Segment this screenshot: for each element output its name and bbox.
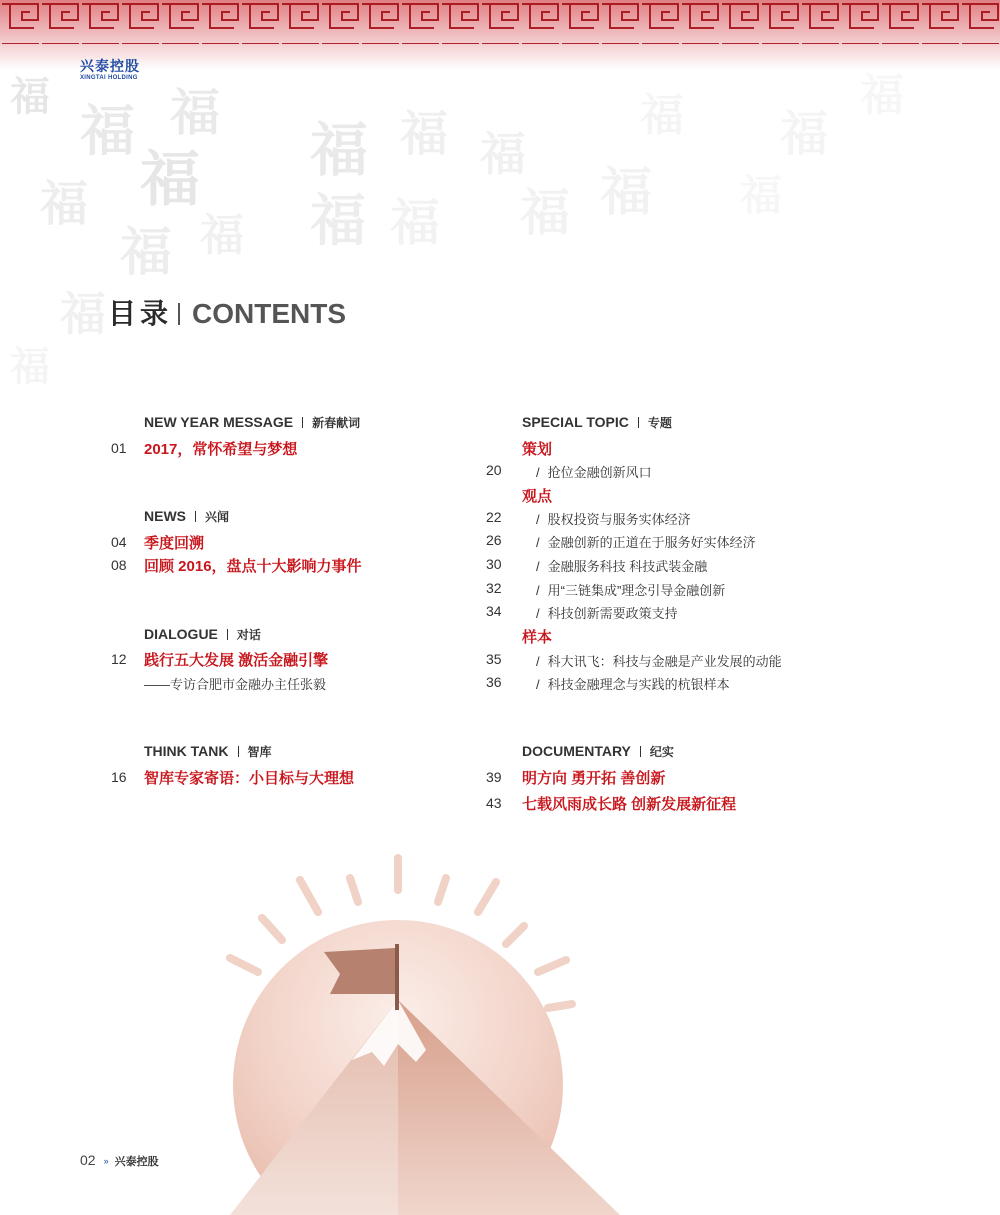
entry-title[interactable]: 季度回溯	[144, 535, 205, 552]
entry-page-number: 16	[111, 769, 127, 785]
svg-text:福: 福	[60, 287, 106, 341]
svg-text:福: 福	[400, 106, 449, 162]
brand-logo	[80, 58, 150, 82]
page-title-en: CONTENTS	[192, 298, 347, 329]
section-cn: 兴闻	[205, 510, 230, 524]
topic-item[interactable]	[536, 462, 652, 481]
topic-item[interactable]	[536, 603, 678, 622]
slash-mark: /	[536, 654, 540, 669]
section-header-dialogue	[144, 626, 261, 643]
topic-item[interactable]	[536, 674, 730, 693]
section-cn: 智库	[247, 745, 272, 759]
svg-text:福: 福	[310, 188, 366, 254]
section-divider	[238, 746, 239, 757]
topic-item-text: 用“三链集成”理念引导金融创新	[547, 583, 726, 598]
entry-page-number: 01	[111, 440, 127, 456]
svg-text:福: 福	[480, 127, 526, 181]
logo-en: XINGTAI HOLDING	[80, 75, 138, 81]
entry-page-number: 32	[486, 580, 502, 596]
svg-text:福: 福	[40, 176, 89, 232]
section-en: DIALOGUE	[144, 626, 218, 642]
entry-page-number: 34	[486, 603, 502, 619]
section-divider	[302, 417, 303, 428]
svg-text:福: 福	[10, 343, 50, 390]
section-divider	[638, 417, 639, 428]
section-header-new-year	[144, 414, 360, 431]
entry-subtitle: ——专访合肥市金融办主任张毅	[144, 677, 327, 692]
slash-mark: /	[536, 583, 540, 598]
entry-page-number: 43	[486, 795, 502, 811]
topic-item-text: 金融服务科技 科技武装金融	[547, 559, 708, 574]
page-title	[108, 292, 346, 332]
topic-item-text: 股权投资与服务实体经济	[547, 512, 691, 527]
topic-item[interactable]	[536, 580, 725, 599]
section-en: THINK TANK	[144, 743, 229, 759]
section-cn: 新春献词	[312, 416, 361, 430]
svg-text:福: 福	[170, 83, 220, 142]
svg-text:福: 福	[520, 183, 570, 242]
topic-item[interactable]	[536, 509, 691, 528]
section-header-news	[144, 508, 229, 525]
topic-item[interactable]	[536, 556, 707, 575]
entry-page-number: 12	[111, 651, 127, 667]
entry-title[interactable]: 七载风雨成长路 创新发展新征程	[522, 796, 737, 813]
section-header-special-topic	[522, 414, 672, 431]
entry-title[interactable]: 践行五大发展 激活金融引擎	[144, 652, 329, 669]
svg-text:福: 福	[740, 171, 783, 220]
svg-text:福: 福	[310, 116, 369, 184]
topic-item-text: 金融创新的正道在于服务好实体经济	[547, 535, 756, 550]
title-divider	[178, 303, 180, 325]
entry-title[interactable]: 智库专家寄语：小目标与大理想	[144, 770, 355, 787]
entry-page-number: 30	[486, 556, 502, 572]
slash-mark: /	[536, 606, 540, 621]
entry-page-number: 04	[111, 534, 127, 550]
logo-cn: 兴泰控股	[80, 58, 140, 74]
svg-text:福: 福	[390, 193, 440, 252]
topic-item-text: 科技创新需要政策支持	[547, 606, 678, 621]
section-divider	[195, 511, 196, 522]
svg-text:福: 福	[780, 106, 829, 162]
slash-mark: /	[536, 535, 540, 550]
group-label: 样本	[522, 629, 553, 646]
fu-character-background	[0, 0, 1000, 420]
page-title-cn: 目录	[108, 298, 173, 329]
svg-text:福: 福	[600, 162, 653, 223]
svg-text:福: 福	[10, 73, 50, 120]
topic-item-text: 抢位金融创新风口	[547, 465, 652, 480]
entry-page-number: 22	[486, 509, 502, 525]
group-label: 策划	[522, 441, 553, 458]
slash-mark: /	[536, 559, 540, 574]
section-divider	[227, 629, 228, 640]
section-en: NEW YEAR MESSAGE	[144, 414, 294, 430]
topic-item-text: 科大讯飞：科技与金融是产业发展的动能	[547, 654, 782, 669]
slash-mark: /	[536, 465, 540, 480]
entry-page-number: 39	[486, 769, 502, 785]
entry-title[interactable]: 2017，常怀希望与梦想	[144, 441, 298, 458]
entry-page-number: 08	[111, 557, 127, 573]
topic-item-text: 科技金融理念与实践的杭银样本	[547, 677, 730, 692]
topic-item[interactable]	[536, 532, 756, 551]
group-label: 观点	[522, 488, 553, 505]
slash-mark: /	[536, 512, 540, 527]
page-footer	[80, 1152, 159, 1170]
section-cn: 对话	[236, 628, 261, 642]
section-header-documentary	[522, 743, 674, 760]
section-en: DOCUMENTARY	[522, 743, 631, 759]
section-en: SPECIAL TOPIC	[522, 414, 629, 430]
svg-text:福: 福	[200, 210, 244, 261]
footer-brand: 兴泰控股	[114, 1156, 159, 1168]
section-cn: 纪实	[649, 745, 674, 759]
entry-page-number: 20	[486, 462, 502, 478]
entry-page-number: 36	[486, 674, 502, 690]
svg-text:福: 福	[120, 222, 173, 283]
svg-text:福: 福	[640, 90, 684, 141]
entry-page-number: 35	[486, 651, 502, 667]
entry-title[interactable]: 明方向 勇开拓 善创新	[522, 770, 666, 787]
section-en: NEWS	[144, 508, 186, 524]
entry-page-number: 26	[486, 532, 502, 548]
section-divider	[640, 746, 641, 757]
entry-title[interactable]: 回顾 2016，盘点十大影响力事件	[144, 558, 362, 575]
section-header-think-tank	[144, 743, 272, 760]
svg-text:福: 福	[860, 70, 904, 121]
page-number: 02	[80, 1152, 96, 1168]
svg-text:福: 福	[80, 98, 136, 163]
topic-item[interactable]	[536, 651, 782, 670]
slash-mark: /	[536, 677, 540, 692]
svg-text:福: 福	[140, 145, 200, 215]
section-cn: 专题	[647, 416, 672, 430]
double-chevron-icon: »	[103, 1156, 109, 1166]
